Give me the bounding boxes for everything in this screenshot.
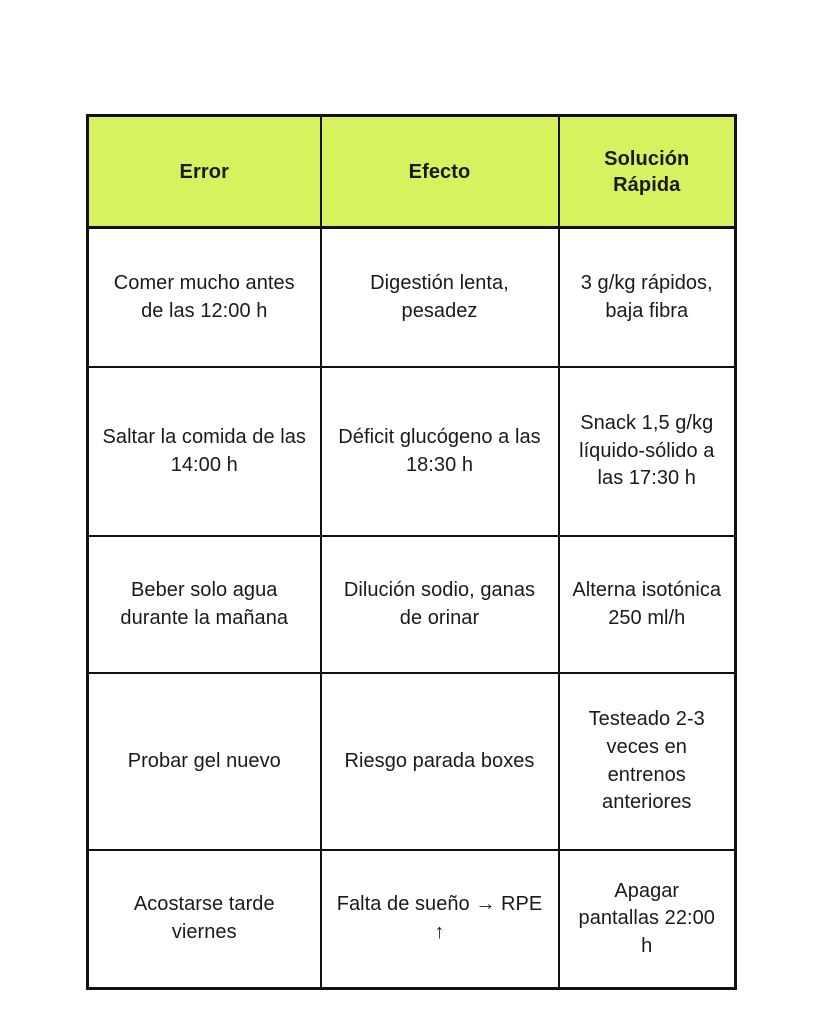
cell-text: 3 g/kg rápidos, baja fibra bbox=[580, 271, 713, 322]
cell-solucion bbox=[559, 850, 736, 989]
table-row bbox=[88, 228, 736, 368]
cell-text: Dilución sodio, ganas de orinar bbox=[343, 578, 536, 629]
cell-efecto bbox=[321, 536, 559, 673]
table-header-row bbox=[88, 116, 736, 228]
table-header bbox=[88, 116, 736, 228]
errors-table-container bbox=[86, 114, 734, 957]
column-header-efecto: Efecto bbox=[321, 116, 559, 228]
cell-error bbox=[88, 536, 321, 673]
cell-error bbox=[88, 367, 321, 536]
table-row bbox=[88, 367, 736, 536]
cell-text: Déficit glucógeno a las 18:30 h bbox=[338, 425, 541, 476]
table-row bbox=[88, 850, 736, 989]
cell-solucion bbox=[559, 673, 736, 850]
cell-efecto bbox=[321, 673, 559, 850]
cell-text: Saltar la comida de las 14:00 h bbox=[102, 425, 306, 476]
cell-solucion bbox=[559, 228, 736, 368]
cell-efecto bbox=[321, 228, 559, 368]
cell-text: Apagar pantallas 22:00 h bbox=[578, 879, 715, 957]
cell-text: Testeado 2-3 veces en entrenos anteriores bbox=[588, 708, 705, 814]
cell-solucion bbox=[559, 367, 736, 536]
cell-text: Snack 1,5 g/kg líquido-sólido a las 17:30 h bbox=[579, 412, 715, 490]
cell-error bbox=[88, 850, 321, 989]
cell-efecto bbox=[321, 850, 559, 989]
column-header-error: Error bbox=[88, 116, 321, 228]
cell-efecto bbox=[321, 367, 559, 536]
cell-text: Alterna isotónica 250 ml/h bbox=[572, 578, 722, 629]
cell-text: Probar gel nuevo bbox=[127, 749, 281, 772]
cell-text: Comer mucho antes de las 12:00 h bbox=[113, 271, 295, 322]
cell-text: Beber solo agua durante la mañana bbox=[120, 578, 289, 629]
column-header-solucion-rapida: Solución Rápida bbox=[559, 116, 736, 228]
errors-table bbox=[86, 114, 737, 990]
cell-error bbox=[88, 673, 321, 850]
cell-text: Digestión lenta, pesadez bbox=[370, 271, 509, 322]
table-row bbox=[88, 673, 736, 850]
table-body bbox=[88, 228, 736, 989]
table-row bbox=[88, 536, 736, 673]
cell-text: Falta de sueño → RPE ↑ bbox=[336, 893, 543, 943]
cell-text: Acostarse tarde viernes bbox=[133, 893, 275, 943]
cell-error bbox=[88, 228, 321, 368]
cell-solucion bbox=[559, 536, 736, 673]
cell-text: Riesgo parada boxes bbox=[344, 749, 535, 772]
